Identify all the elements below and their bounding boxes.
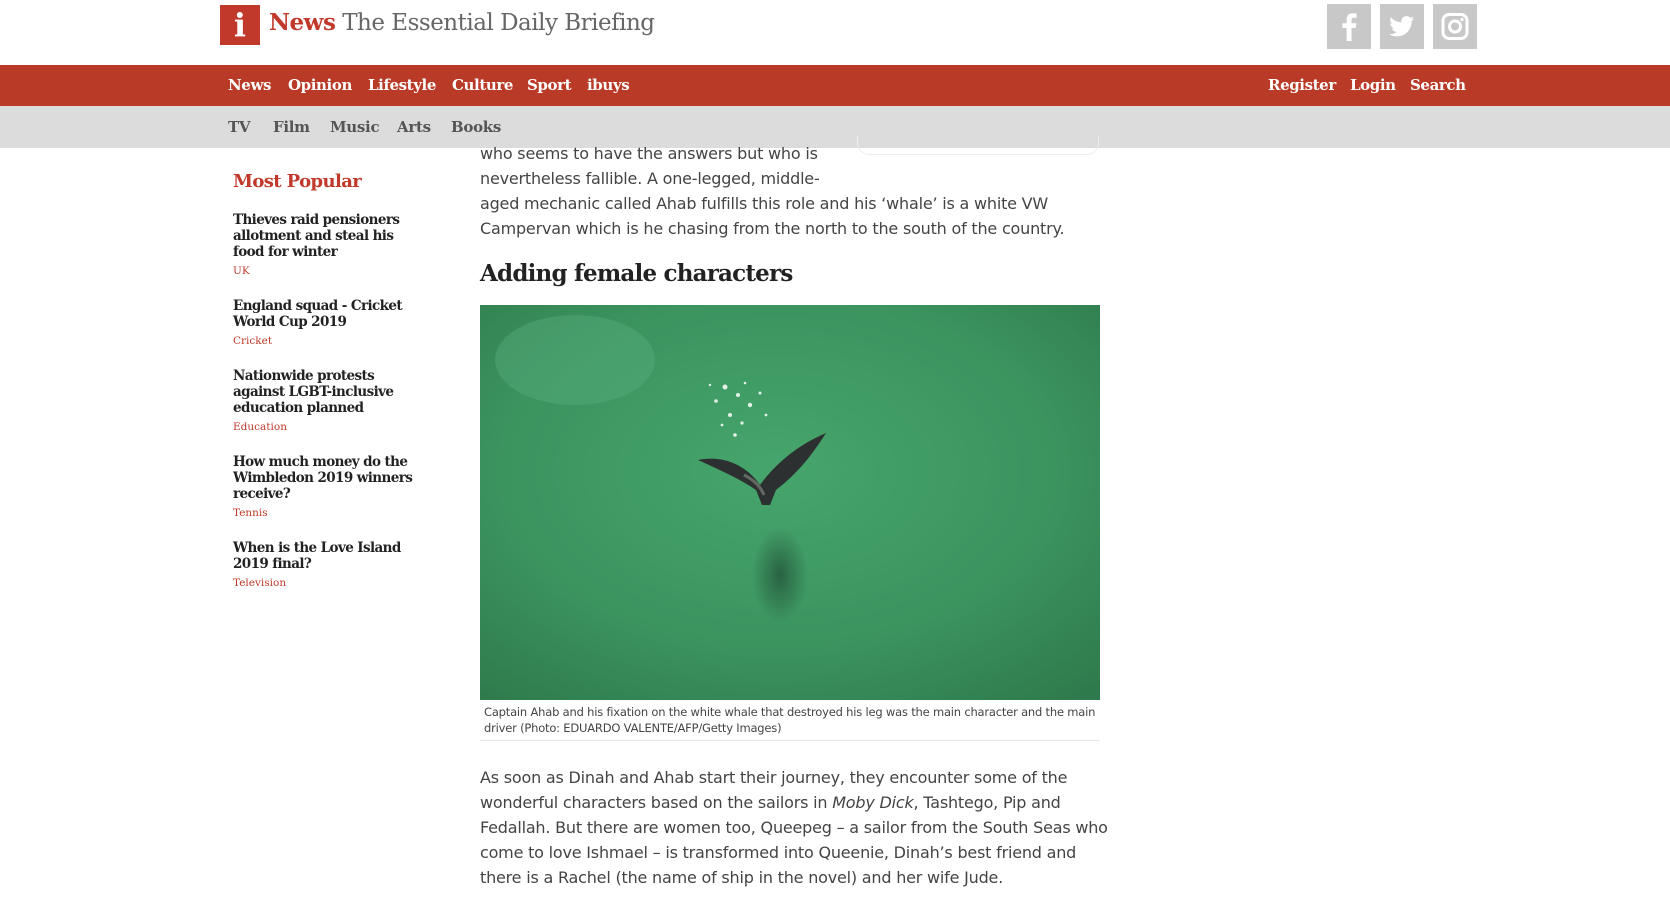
- facebook-icon: [1327, 4, 1371, 49]
- subnav-tv[interactable]: TV: [228, 118, 251, 136]
- nav-lifestyle[interactable]: Lifestyle: [368, 76, 436, 94]
- article-text-line: who seems to have the answers but who is: [480, 144, 818, 163]
- popular-item[interactable]: [233, 540, 418, 589]
- twitter-icon: [1380, 4, 1424, 49]
- facebook-button[interactable]: [1327, 4, 1371, 49]
- article-text-line: nevertheless fallible. A one-legged, middle-: [480, 169, 820, 188]
- article-text-line: aged mechanic called Ahab fulfills this role and his ‘whale’ is a white VW: [480, 194, 1049, 213]
- article-text-line: Campervan which is he chasing from the north to the south of the country.: [480, 219, 1065, 238]
- popular-category[interactable]: Education: [233, 421, 287, 433]
- popular-category[interactable]: Television: [233, 577, 287, 589]
- search-link[interactable]: Search: [1410, 76, 1466, 94]
- subnav-arts[interactable]: Arts: [397, 118, 431, 136]
- popular-category[interactable]: UK: [233, 265, 250, 277]
- popular-item[interactable]: [233, 368, 418, 433]
- popular-headline[interactable]: England squad - Cricket World Cup 2019: [233, 298, 403, 330]
- nav-culture[interactable]: Culture: [452, 76, 514, 94]
- brand-news[interactable]: News: [269, 9, 336, 36]
- nav-sport[interactable]: Sport: [527, 76, 572, 94]
- inline-widget-edge: [857, 136, 1099, 155]
- popular-category[interactable]: Tennis: [233, 507, 268, 519]
- sub-nav: [0, 106, 1670, 148]
- popular-item[interactable]: [233, 212, 418, 277]
- article-photo[interactable]: [480, 305, 1100, 700]
- main-nav: [0, 65, 1670, 106]
- instagram-button[interactable]: [1433, 4, 1477, 49]
- popular-headline[interactable]: How much money do the Wimbledon 2019 winners receive?: [233, 454, 413, 502]
- popular-headline[interactable]: Thieves raid pensioners allotment and steal his food for winter: [233, 212, 400, 260]
- i-logo[interactable]: i: [220, 5, 260, 45]
- photo-caption: Captain Ahab and his fixation on the white whale that destroyed his leg was the main character and the main driver (Photo: EDUARDO VALENTE/AFP/Getty Images): [484, 705, 1096, 735]
- subnav-film[interactable]: Film: [273, 118, 310, 136]
- brand-tagline: The Essential Daily Briefing: [342, 10, 655, 36]
- subnav-books[interactable]: Books: [451, 118, 502, 136]
- register-link[interactable]: Register: [1268, 76, 1336, 94]
- article-text-line: [480, 790, 1061, 815]
- login-link[interactable]: Login: [1350, 76, 1396, 94]
- top-header: [0, 0, 1670, 65]
- article-text-line: come to love Ishmael – is transformed into Queenie, Dinah’s best friend and: [480, 843, 1077, 862]
- twitter-button[interactable]: [1380, 4, 1424, 49]
- instagram-icon: [1433, 4, 1477, 49]
- nav-opinion[interactable]: Opinion: [288, 76, 352, 94]
- caption-divider: [480, 740, 1100, 741]
- popular-headline[interactable]: When is the Love Island 2019 final?: [233, 540, 401, 572]
- section-heading: Adding female characters: [480, 260, 793, 287]
- popular-category[interactable]: Cricket: [233, 335, 273, 347]
- text-span: , Tashtego, Pip and: [913, 793, 1061, 812]
- whale-tail-image: [480, 305, 1100, 700]
- article-text-line: there is a Rachel (the name of ship in the novel) and her wife Jude.: [480, 868, 1004, 887]
- article-text-line: As soon as Dinah and Ahab start their journey, they encounter some of the: [480, 768, 1068, 787]
- article-text-line: Fedallah. But there are women too, Queepeg – a sailor from the South Seas who: [480, 818, 1108, 837]
- popular-item[interactable]: [233, 298, 418, 347]
- most-popular-title: Most Popular: [233, 171, 362, 192]
- nav-ibuys[interactable]: ibuys: [587, 76, 630, 94]
- nav-news[interactable]: News: [228, 76, 272, 94]
- popular-headline[interactable]: Nationwide protests against LGBT-inclusive education planned: [233, 368, 394, 416]
- subnav-music[interactable]: Music: [330, 118, 380, 136]
- book-title: Moby Dick: [832, 793, 914, 812]
- site-brand[interactable]: [269, 9, 655, 36]
- text-span: wonderful characters based on the sailors in: [480, 793, 833, 812]
- popular-item[interactable]: [233, 454, 418, 519]
